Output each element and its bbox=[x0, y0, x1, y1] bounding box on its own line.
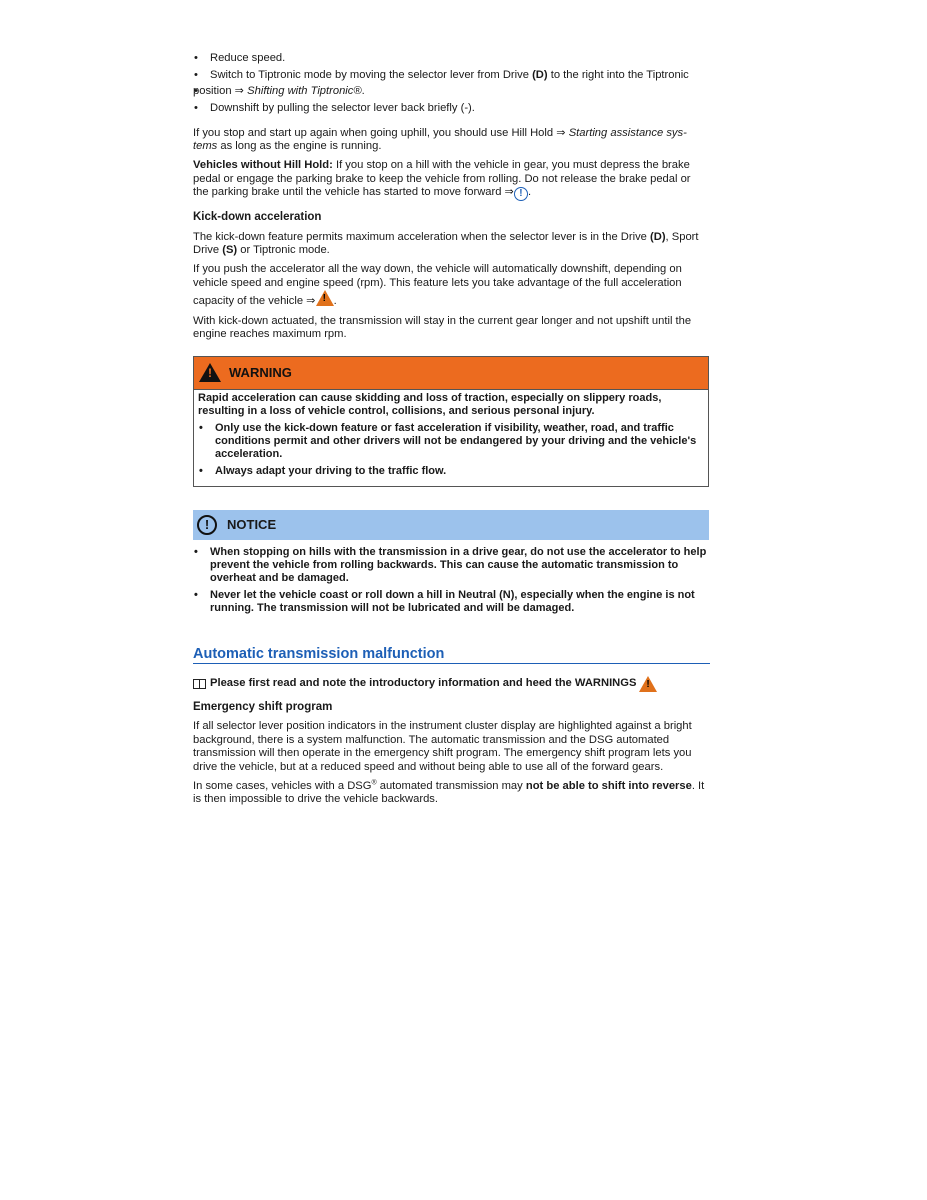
warning-list bbox=[198, 422, 704, 478]
list-item: • Downshift by pulling the selector lever back briefly (-). bbox=[193, 102, 709, 115]
hill-hold-paragraph: If you stop and start up again when going uphill, you should use Hill Hold ⇒ Starting assistance sys-tems as long as the engine is running. bbox=[193, 126, 687, 153]
notice-list bbox=[193, 546, 709, 615]
info-circle-icon[interactable]: ! bbox=[514, 187, 528, 201]
document-page bbox=[193, 52, 709, 813]
warning-box bbox=[193, 356, 709, 487]
list-item: • Only use the kick-down feature or fast acceleration if visibility, weather, road, and traffic conditions permit and other drivers will not be endangered by your driving and the vehicle's acceleration. bbox=[198, 422, 704, 461]
list-item: • Always adapt your driving to the traffic flow. bbox=[198, 465, 704, 478]
warning-triangle-icon[interactable]: ! bbox=[316, 290, 334, 306]
notice-body bbox=[193, 540, 709, 615]
notice-header bbox=[193, 510, 709, 540]
warning-title: WARNING bbox=[229, 364, 292, 380]
kickdown-paragraph-1: The kick-down feature permits maximum acceleration when the selector lever is in the Drive (D), Sport Drive (S) or Tiptronic mode. bbox=[193, 230, 699, 257]
kickdown-heading: Kick-down acceleration bbox=[193, 211, 322, 224]
warning-intro: Rapid acceleration can cause skidding and loss of traction, especially on slippery roads, resulting in a loss of vehicle control, collisions, and serious personal injury. bbox=[198, 391, 662, 417]
warning-triangle-icon: ! bbox=[199, 363, 221, 382]
emergency-heading: Emergency shift program bbox=[193, 700, 333, 713]
section-title: Automatic transmission malfunction bbox=[193, 648, 710, 664]
list-item: • Never let the vehicle coast or roll down a hill in Neutral (N), especially when the engine is not running. The transmission will not be lubricated and will be damaged. bbox=[193, 589, 709, 615]
instruction-list bbox=[193, 52, 709, 116]
warning-header bbox=[194, 357, 708, 390]
book-icon bbox=[193, 679, 206, 689]
kickdown-paragraph-2: If you push the accelerator all the way down, the vehicle will automatically downshift, depending on vehicle speed and engine speed (rpm). This feature lets you take advantage of the full acceleration capacity of the vehicle ⇒ ! . bbox=[193, 263, 682, 308]
kickdown-paragraph-3: With kick-down actuated, the transmission will stay in the current gear longer and not upshift until the engine reaches maximum rpm. bbox=[193, 314, 692, 341]
notice-title: NOTICE bbox=[227, 516, 277, 532]
cross-reference-link[interactable]: Shifting with Tiptronic® bbox=[247, 84, 362, 97]
list-item-continuation: • position ⇒ Shifting with Tiptronic®. bbox=[193, 85, 709, 98]
list-item: • When stopping on hills with the transmission in a drive gear, do not use the accelerator to help prevent the vehicle from rolling backwards. This can cause the automatic transmission to overheat and be damaged. bbox=[193, 546, 709, 585]
cross-reference-link[interactable]: Starting assistance sys-tems bbox=[193, 126, 687, 153]
intro-note: Please first read and note the introductory information and heed the WARNINGS ! bbox=[193, 676, 709, 692]
list-item: • Reduce speed. bbox=[193, 52, 709, 65]
emergency-paragraph-1: If all selector lever position indicators in the instrument cluster display are highlighted against a bright background, there is a system malfunction. The automatic transmission and the DSG automated transmission will then operate in the emergency shift program. The emergency shift program lets you drive the vehicle, but at a reduced speed and without being able to use all of the forward gears. bbox=[193, 720, 692, 773]
info-circle-icon: ! bbox=[197, 515, 217, 535]
warning-triangle-icon[interactable]: ! bbox=[639, 676, 657, 692]
emergency-paragraph-2: In some cases, vehicles with a DSG® automated transmission may not be able to shift into reverse. It is then impossible to drive the vehicle backwards. bbox=[193, 779, 705, 806]
list-item: • Switch to Tiptronic mode by moving the selector lever from Drive (D) to the right into the Tiptronic bbox=[193, 69, 709, 82]
warning-body bbox=[194, 390, 708, 486]
no-hill-hold-paragraph: Vehicles without Hill Hold: If you stop on a hill with the vehicle in gear, you must depress the brake pedal or engage the parking brake to keep the vehicle from rolling. Do not release the brake pedal or the parking brake until the vehicle has started to move forward ⇒ ! . bbox=[193, 159, 691, 200]
